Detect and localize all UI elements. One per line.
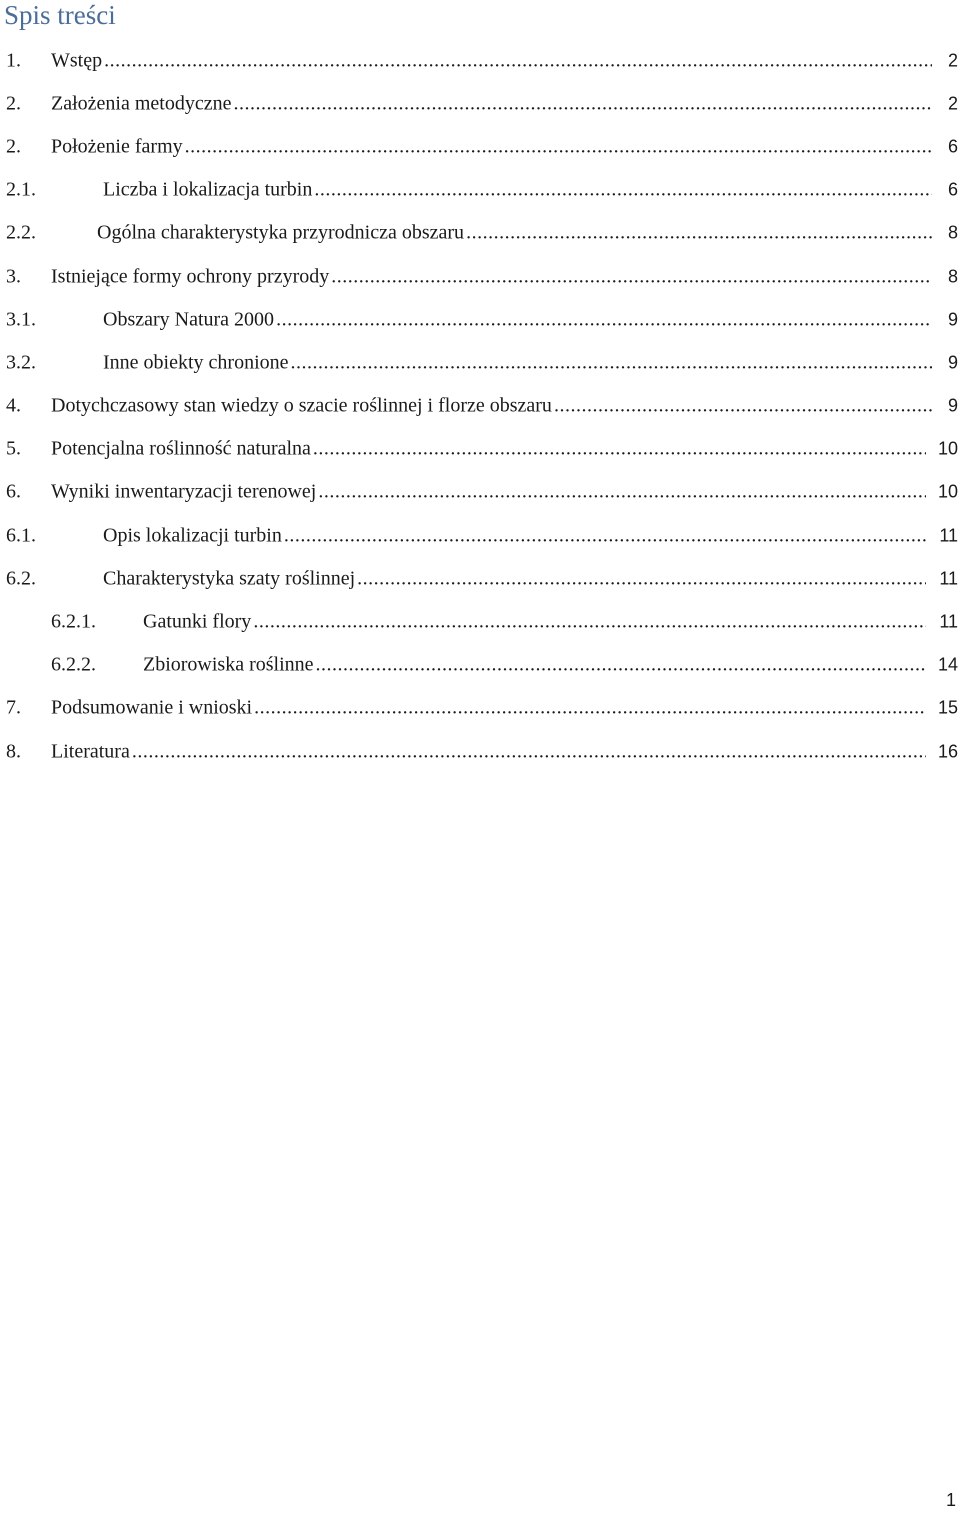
toc-entry[interactable]	[0, 39, 960, 82]
toc-entry-label: Istniejące formy ochrony przyrody	[51, 265, 330, 288]
toc-entry-label: Wyniki inwentaryzacji terenowej	[51, 480, 317, 503]
toc-entry-page: 11	[939, 525, 958, 546]
toc-entry[interactable]	[0, 341, 960, 384]
toc-entry-page: 16	[937, 741, 958, 762]
toc-entry-label: Opis lokalizacji turbin	[103, 524, 282, 547]
toc-entry-label: Gatunki flory	[143, 610, 252, 633]
toc-entry-label: Obszary Natura 2000	[103, 308, 275, 331]
dot-leader	[357, 567, 926, 590]
toc-entry-page: 2	[947, 50, 958, 71]
page-number: 1	[945, 1490, 956, 1510]
toc-entry-label: Podsumowanie i wnioski	[51, 696, 253, 719]
toc-entry-number: 3.1.	[6, 308, 36, 331]
toc-entry-label: Potencjalna roślinność naturalna	[51, 437, 311, 460]
toc-entry-label: Ogólna charakterystyka przyrodnicza obszaru	[97, 221, 465, 244]
toc-entry-number: 2.	[6, 135, 21, 158]
toc-entry-page: 9	[947, 309, 958, 330]
toc-entry-page: 11	[939, 611, 958, 632]
toc-entry-label: Położenie farmy	[51, 135, 183, 158]
toc-entry-number: 5.	[6, 437, 21, 460]
toc-entry-page: 6	[947, 179, 958, 200]
toc-entry-number: 6.2.1.	[51, 610, 96, 633]
toc-entry-label: Założenia metodyczne	[51, 92, 232, 115]
toc-entry[interactable]	[0, 687, 960, 730]
toc-entry[interactable]	[0, 600, 960, 643]
dot-leader	[253, 611, 926, 634]
dot-leader	[318, 481, 926, 504]
toc-entry-number: 7.	[6, 696, 21, 719]
toc-entry[interactable]	[0, 514, 960, 557]
toc-entry[interactable]	[0, 471, 960, 514]
toc-entry[interactable]	[0, 212, 960, 255]
toc-entry-label: Liczba i lokalizacja turbin	[103, 178, 313, 201]
toc-entry-page: 11	[939, 568, 958, 589]
dot-leader	[104, 49, 932, 72]
toc-entry-number: 6.2.	[6, 567, 36, 590]
toc-entry[interactable]	[0, 385, 960, 428]
dot-leader	[291, 351, 933, 374]
toc-entry-page: 9	[947, 352, 958, 373]
toc-entry-page: 8	[947, 222, 958, 243]
dot-leader	[254, 697, 926, 720]
dot-leader	[132, 740, 926, 763]
dot-leader	[554, 395, 932, 418]
toc-entry-number: 3.	[6, 265, 21, 288]
dot-leader	[284, 524, 926, 547]
dot-leader	[466, 222, 932, 245]
toc-entry-number: 1.	[6, 49, 21, 72]
toc-entry-page: 2	[947, 93, 958, 114]
toc-entry-label: Wstęp	[51, 49, 103, 72]
toc-entry[interactable]	[0, 298, 960, 341]
dot-leader	[316, 654, 926, 677]
toc-entry-page: 9	[947, 395, 958, 416]
dot-leader	[233, 92, 932, 115]
toc-entry[interactable]	[0, 169, 960, 212]
toc-entry-number: 6.2.2.	[51, 653, 96, 676]
toc-entry[interactable]	[0, 428, 960, 471]
toc-entry-number: 6.1.	[6, 524, 36, 547]
toc-entry[interactable]	[0, 557, 960, 600]
toc-entry-number: 2.2.	[6, 221, 36, 244]
toc-entry-page: 10	[937, 438, 958, 459]
toc-entry-number: 4.	[6, 394, 21, 417]
toc-entry-number: 6.	[6, 480, 21, 503]
toc-entry-page: 14	[937, 654, 958, 675]
toc-title: Spis treści	[4, 0, 116, 30]
dot-leader	[276, 308, 932, 331]
toc-entry[interactable]	[0, 255, 960, 298]
dot-leader	[313, 438, 926, 461]
toc-entry-label: Inne obiekty chronione	[103, 351, 289, 374]
table-of-contents	[0, 39, 960, 773]
toc-entry-page: 8	[947, 266, 958, 287]
toc-entry-number: 8.	[6, 740, 21, 763]
toc-entry[interactable]	[0, 730, 960, 773]
toc-entry-number: 2.1.	[6, 178, 36, 201]
dot-leader	[314, 179, 932, 202]
toc-entry-page: 10	[937, 481, 958, 502]
toc-entry-page: 6	[947, 136, 958, 157]
toc-entry-label: Literatura	[51, 740, 130, 763]
toc-entry-number: 2.	[6, 92, 21, 115]
toc-entry-page: 15	[937, 697, 958, 718]
toc-entry[interactable]	[0, 82, 960, 125]
toc-entry-label: Zbiorowiska roślinne	[143, 653, 314, 676]
toc-entry-label: Charakterystyka szaty roślinnej	[103, 567, 356, 590]
toc-entry-number: 3.2.	[6, 351, 36, 374]
dot-leader	[331, 265, 932, 288]
toc-entry[interactable]	[0, 644, 960, 687]
toc-entry[interactable]	[0, 125, 960, 168]
dot-leader	[185, 135, 932, 158]
toc-entry-label: Dotychczasowy stan wiedzy o szacie roślinnej i florze obszaru	[51, 394, 552, 417]
